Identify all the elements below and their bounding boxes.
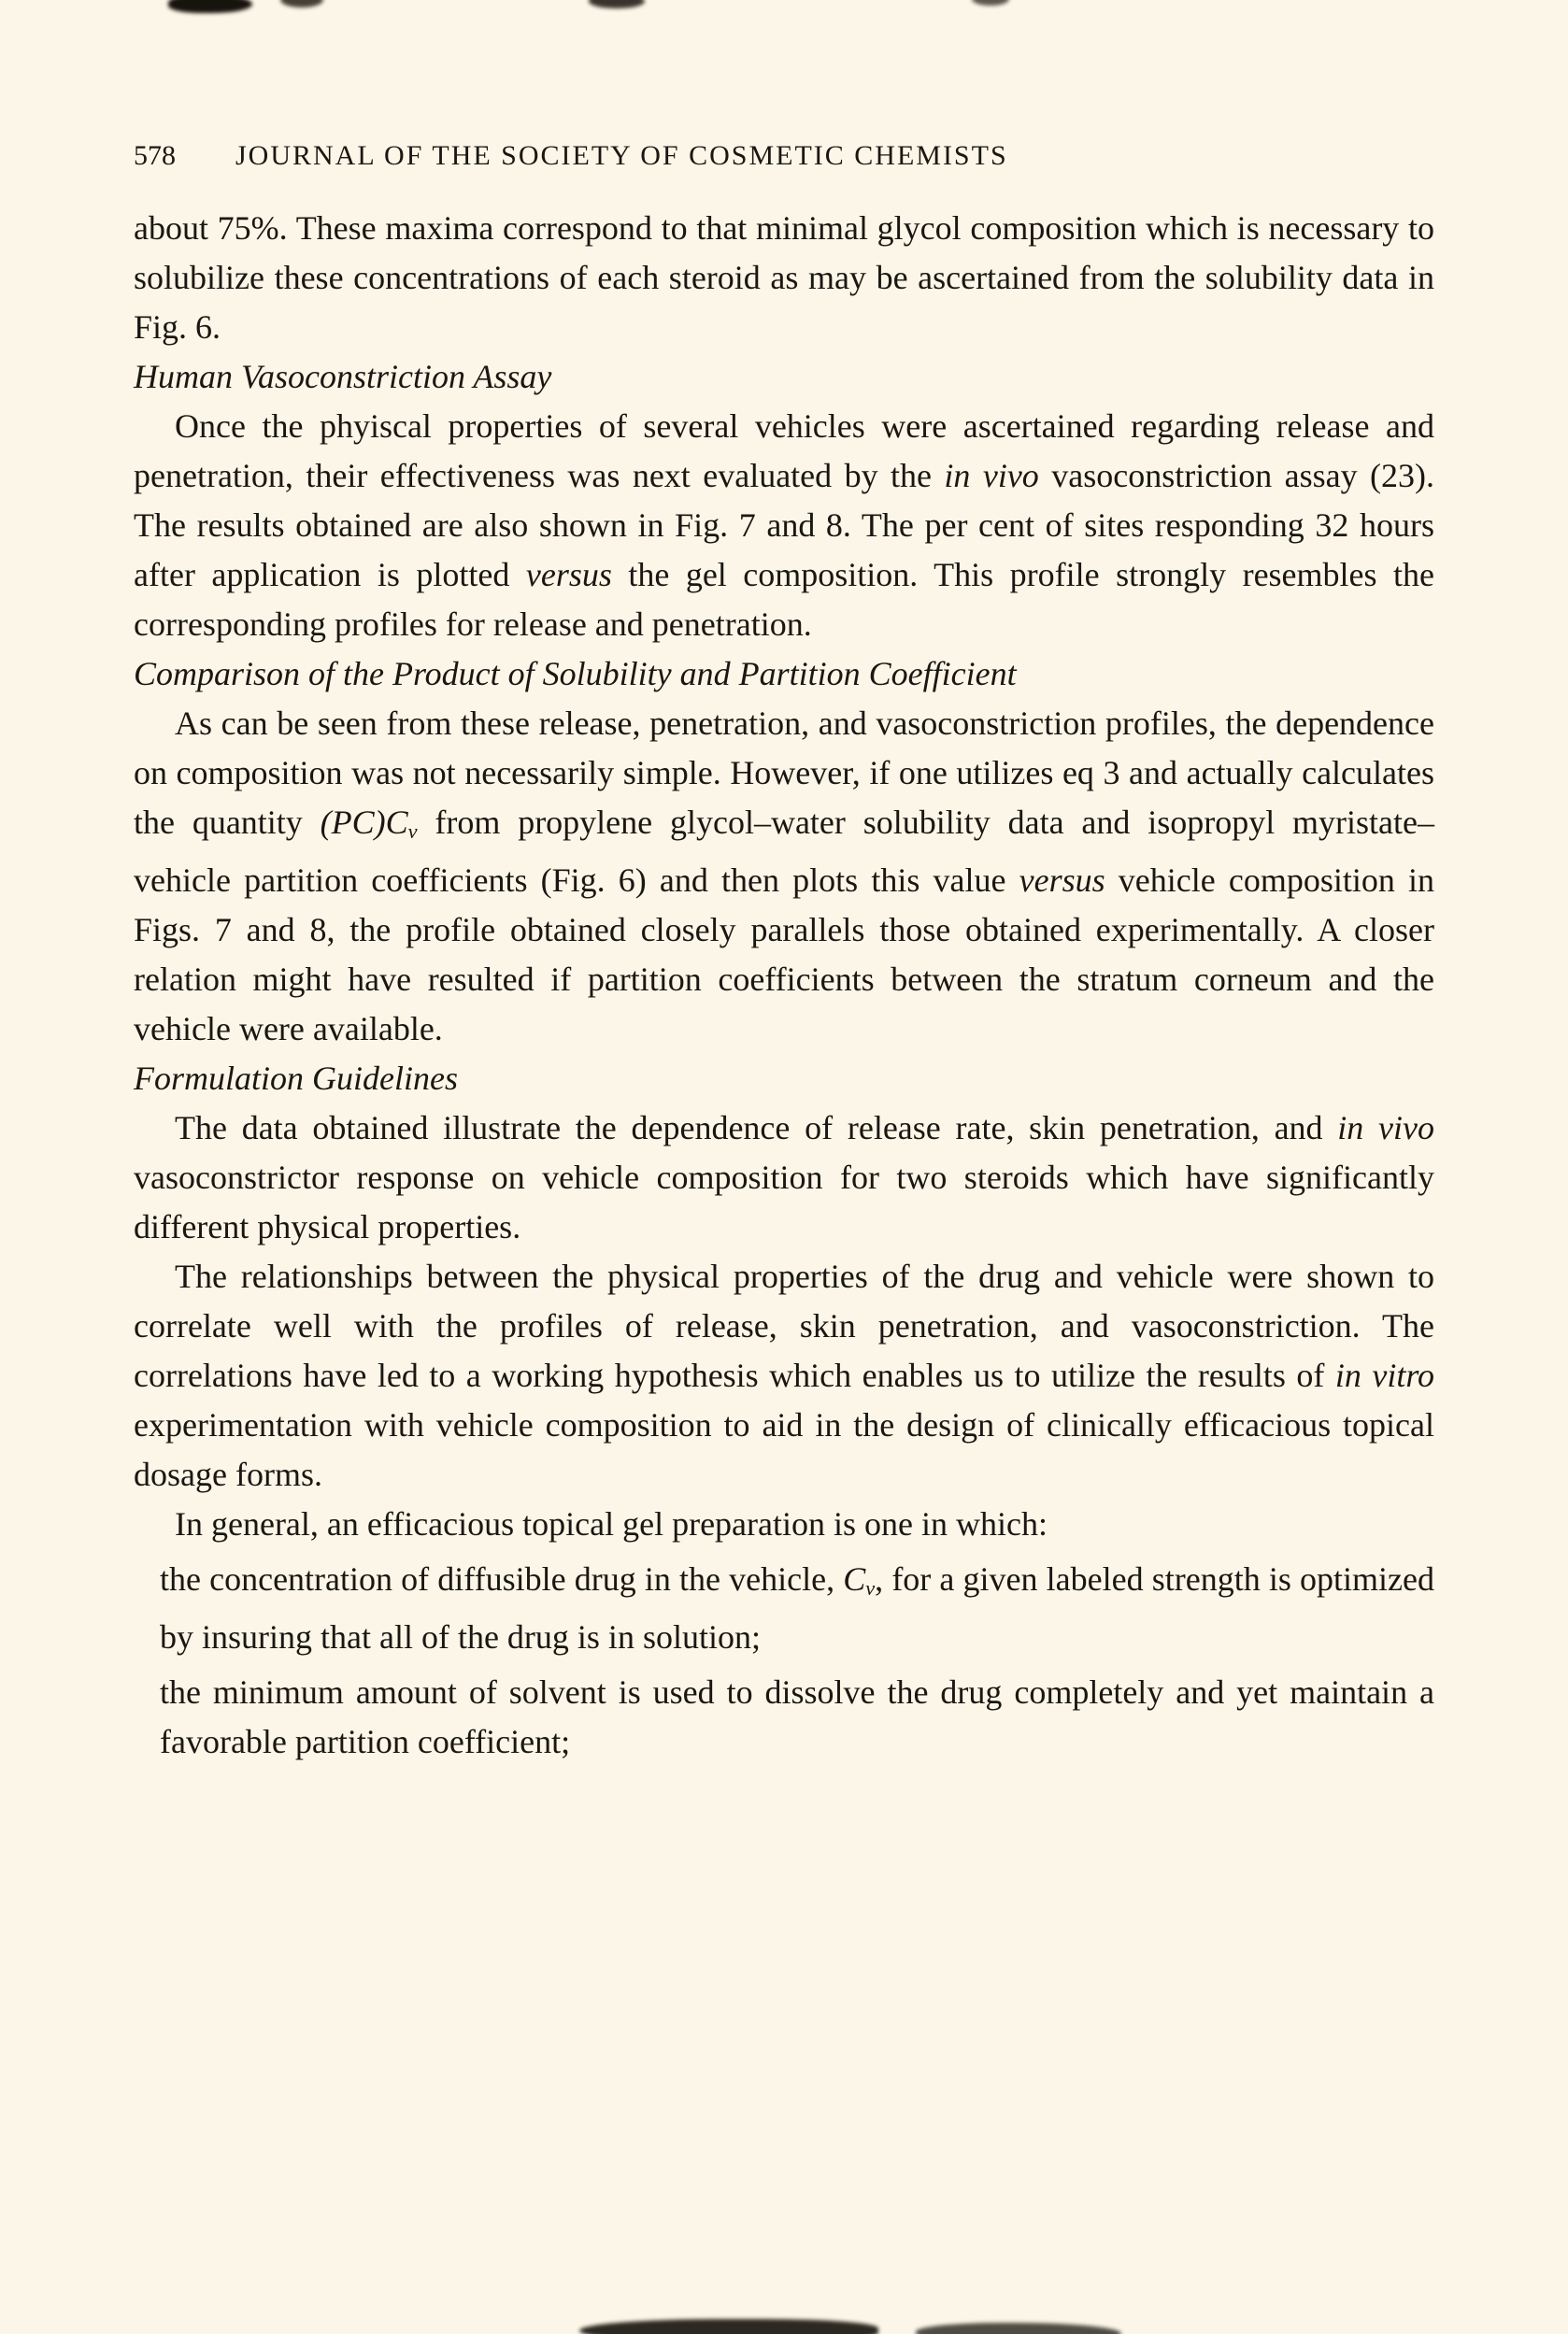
text-segment: v (407, 818, 418, 843)
section-heading (134, 352, 1434, 402)
text-segment: vasoconstriction assay (23). The results obtained are also shown in Fig. 7 and 8. The per cent of sites responding 32 hours after application is plotted (134, 457, 1434, 593)
text-segment: the gel composition. This profile strongly resembles the corresponding profiles for release and penetration. (134, 556, 1435, 643)
text-segment: versus (525, 556, 612, 593)
text-segment: vasoconstrictor response on vehicle composition for two steroids which have significantly different physical properties. (134, 1158, 1434, 1245)
text-segment: As can be seen from these release, penetration, and vasoconstriction profiles, the dependence on composition was not necessarily simple. However, if one utilizes eq 3 and actually calculates the quantity (134, 704, 1434, 841)
text-segment: the minimum amount of solvent is used to dissolve the drug completely and yet maintain a favorable partition coefficient; (160, 1672, 1434, 1760)
paragraph (134, 699, 1434, 1054)
text-segment: from propylene glycol–water solubility data and isopropyl myristate–vehicle partition coefficients (Fig. 6) and then plots this value (134, 804, 1434, 899)
text-segment: The data obtained illustrate the dependence of release rate, skin penetration, and (175, 1108, 1338, 1146)
scan-artifact (589, 0, 645, 8)
text-segment: Comparison of the Product of Solubility and Partition Coefficient (134, 655, 1017, 692)
scan-artifact (280, 0, 323, 7)
page-header (134, 140, 1434, 172)
paragraph (134, 1103, 1434, 1252)
text-segment: v (865, 1575, 876, 1600)
list-item (160, 1555, 1434, 1662)
text-segment: the concentration of diffusible drug in the vehicle, (160, 1559, 844, 1598)
text-segment: about 75%. These maxima correspond to that minimal glycol composition which is necessary to solubilize these concentrations of each steroid as may be ascertained from the solubility data in Fig. 6. (134, 209, 1434, 346)
text-segment: versus (1019, 861, 1105, 899)
text-segment: experimentation with vehicle composition to aid in the design of clinically efficacious topical dosage forms. (134, 1405, 1434, 1493)
paragraph (134, 402, 1434, 649)
text-segment: Human Vasoconstriction Assay (134, 358, 552, 395)
text-segment: (PC)C (320, 804, 408, 841)
scan-artifact (972, 0, 1009, 6)
article-content (134, 204, 1434, 1767)
list-item (160, 1668, 1434, 1767)
text-segment: in vivo (1337, 1108, 1434, 1146)
text-segment: In general, an efficacious topical gel preparation is one in which: (175, 1504, 1048, 1543)
text-block (134, 140, 1434, 1767)
text-segment: in vivo (944, 457, 1039, 494)
text-segment: , for a given labeled strength is optimized by insuring that all of the drug is in solution; (160, 1559, 1434, 1656)
text-segment: The relationships between the physical properties of the drug and vehicle were shown to correlate well with the profiles of release, skin penetration, and vasoconstriction. The correlations have led to a working hypothesis which enables us to utilize the results of (134, 1257, 1434, 1394)
paragraph (134, 204, 1434, 352)
text-segment: Formulation Guidelines (134, 1059, 458, 1097)
text-segment: in vitro (1334, 1356, 1434, 1394)
scan-artifact (916, 2323, 1121, 2334)
page-number: 578 (134, 140, 176, 171)
section-heading (134, 1054, 1434, 1103)
section-heading (134, 649, 1434, 699)
scan-artifact (168, 0, 252, 13)
journal-title: JOURNAL OF THE SOCIETY OF COSMETIC CHEMISTS (235, 140, 1008, 171)
paragraph (134, 1500, 1434, 1549)
scan-artifact (579, 2319, 878, 2334)
text-segment: C (843, 1559, 866, 1598)
paragraph (134, 1252, 1434, 1500)
text-segment: vehicle composition in Figs. 7 and 8, the profile obtained closely parallels those obtained experimentally. A closer relation might have resulted if partition coefficients between the stratum corneum and the vehicle were available. (134, 861, 1434, 1047)
text-segment: Once the phyiscal properties of several vehicles were ascertained regarding release and penetration, their effectiveness was next evaluated by the (134, 407, 1434, 494)
